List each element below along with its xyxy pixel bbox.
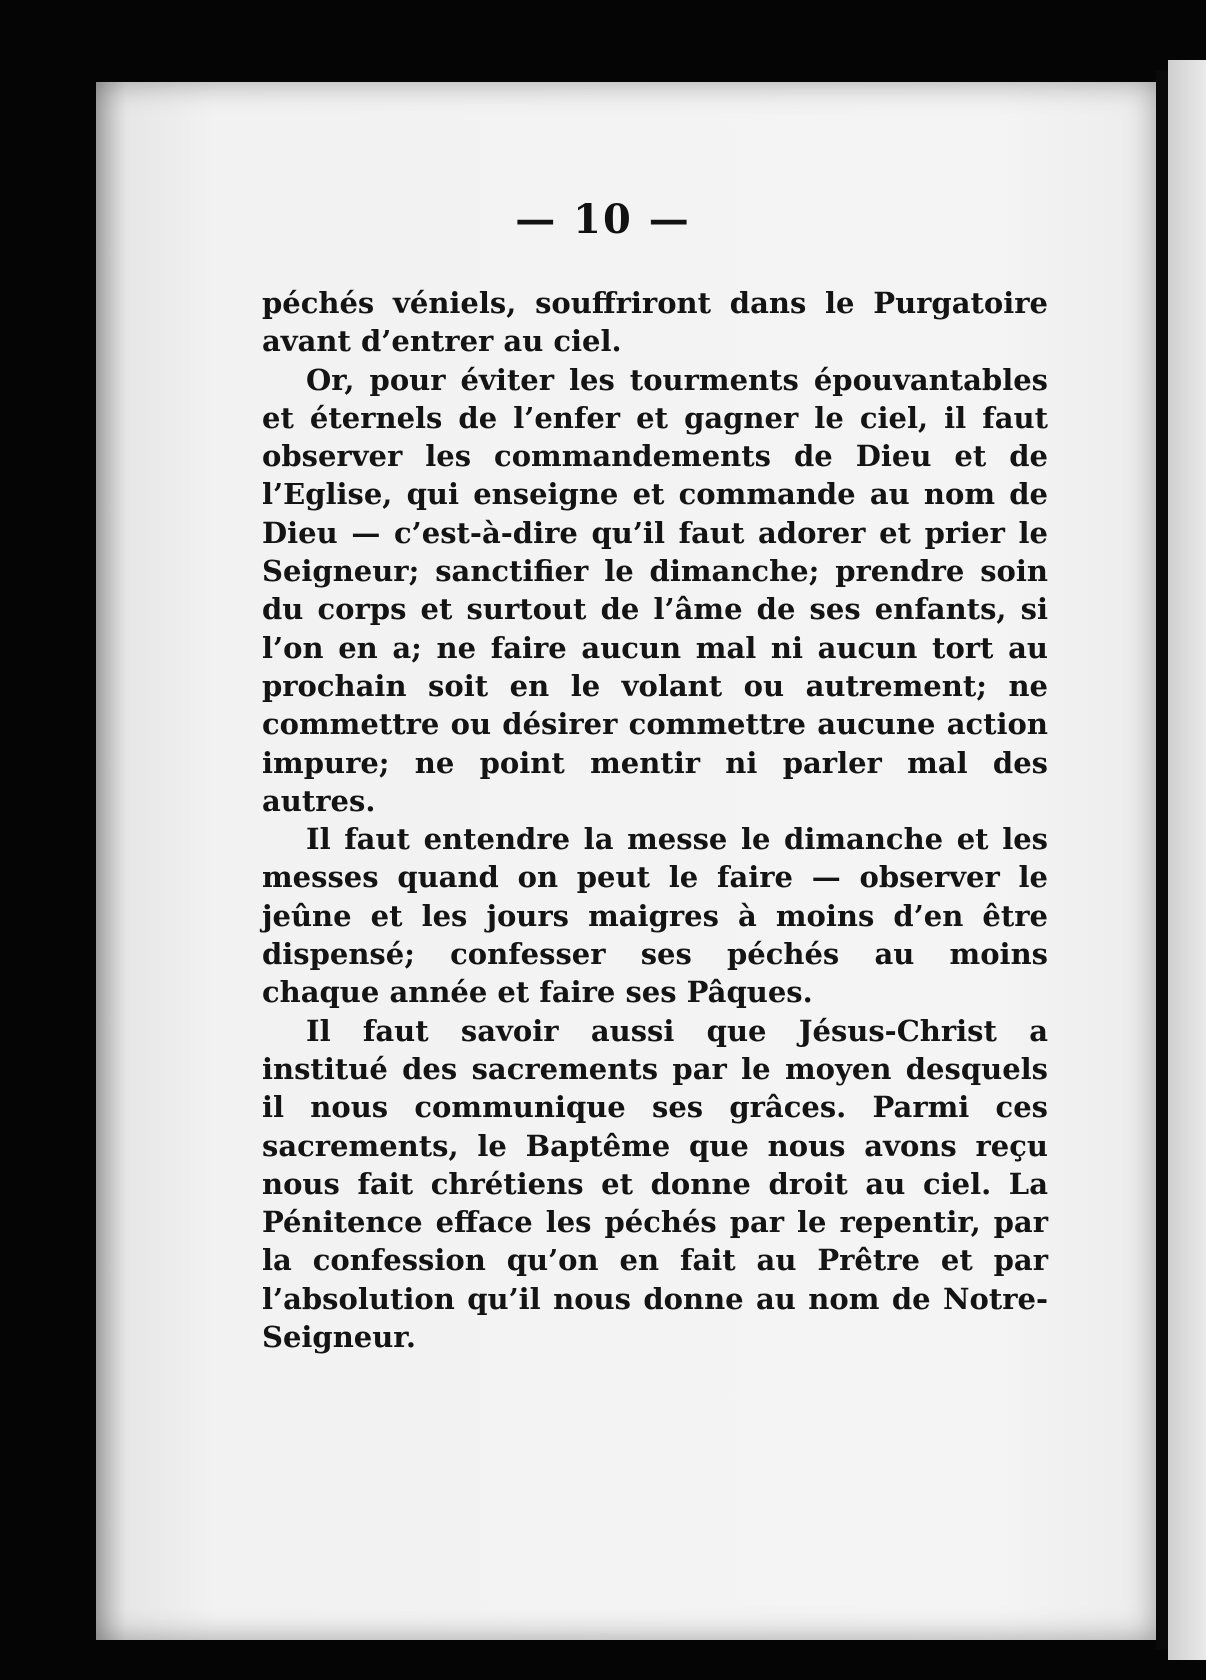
paragraph-3: Il faut entendre la messe le dimanche et les messes quand on peut le faire — observer le jeûne et les jours maigres à moins d’en être dispensé; confesser ses péchés au moins chaque année et faire ses Pâques. [262,822,1048,1010]
paragraph-4: Il faut savoir aussi que Jésus-Christ a institué des sacrements par le moyen desquels il nous communique ses grâces. Parmi ces sacrements, le Baptême que nous avons reçu nous fait chrétiens et donne droit au ciel. La Pénitence efface les péchés par le repentir, par la confession qu’on en fait au Prêtre et par l’absolution qu’il nous donne au nom de Notre-Seigneur. [262,1013,1048,1355]
page-gutter-shadow [1156,70,1168,1650]
adjacent-page-edge [1168,60,1206,1660]
body-text [262,284,1048,1356]
page-number: — 10 — [515,196,691,243]
paragraph-2: Or, pour éviter les tourments épouvantables et éternels de l’enfer et gagner le ciel, il faut observer les commandements de Dieu et de l’Eglise, qui enseigne et commande au nom de Dieu — c’est-à-dire qu’il faut adorer et prier le Seigneur; sanctifier le dimanche; prendre soin du corps et surtout de l’âme de ses enfants, si l’on en a; ne faire aucun mal ni aucun tort au prochain soit en le volant ou autrement; ne commettre ou désirer commettre aucune action impure; ne point mentir ni parler mal des autres. [262,362,1048,818]
paragraph-1: péchés véniels, souffriront dans le Purgatoire avant d’entrer au ciel. [262,286,1048,359]
